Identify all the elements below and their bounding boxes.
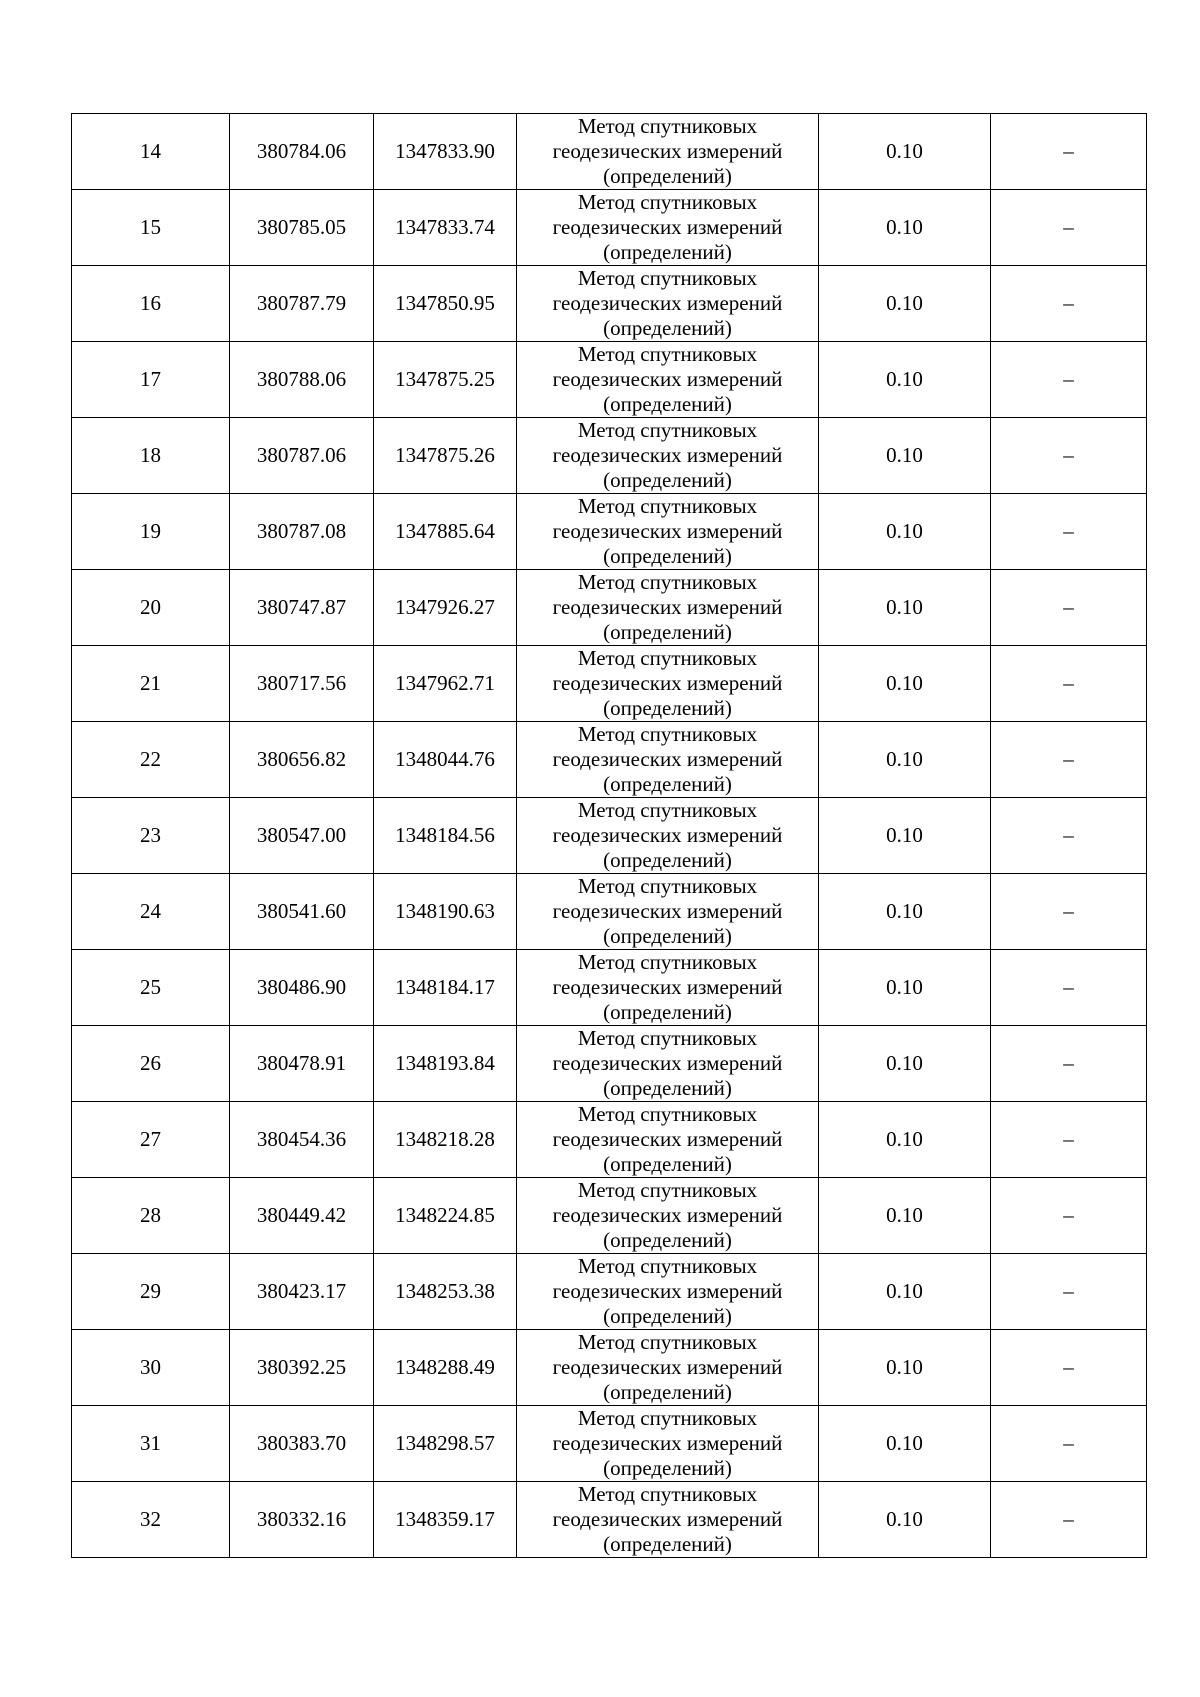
- accuracy-cell: 0.10: [819, 418, 991, 494]
- x-coordinate-cell: 380449.42: [230, 1178, 374, 1254]
- x-coordinate-cell: 380787.79: [230, 266, 374, 342]
- point-number-cell: 14: [72, 114, 230, 190]
- method-cell: [517, 1102, 819, 1178]
- y-coordinate-cell: 1348253.38: [374, 1254, 517, 1330]
- point-number-cell: 18: [72, 418, 230, 494]
- method-line-1: Метод спутниковых: [577, 950, 758, 974]
- method-line-2: геодезических измерений: [552, 823, 783, 847]
- method-line-3: (определений): [603, 772, 732, 796]
- x-coordinate-cell: 380423.17: [230, 1254, 374, 1330]
- method-line-1: Метод спутниковых: [577, 1178, 758, 1202]
- method-line-1: Метод спутниковых: [577, 190, 758, 214]
- method-line-2: геодезических измерений: [552, 519, 783, 543]
- method-line-2: геодезических измерений: [552, 747, 783, 771]
- point-number-cell: 21: [72, 646, 230, 722]
- x-coordinate-cell: 380788.06: [230, 342, 374, 418]
- accuracy-cell: 0.10: [819, 266, 991, 342]
- y-coordinate-cell: 1348298.57: [374, 1406, 517, 1482]
- note-cell: –: [991, 190, 1147, 266]
- accuracy-cell: 0.10: [819, 570, 991, 646]
- accuracy-cell: 0.10: [819, 1330, 991, 1406]
- y-coordinate-cell: 1348044.76: [374, 722, 517, 798]
- table-row: [72, 950, 1147, 1026]
- note-cell: –: [991, 950, 1147, 1026]
- method-line-3: (определений): [603, 696, 732, 720]
- note-cell: –: [991, 494, 1147, 570]
- x-coordinate-cell: 380747.87: [230, 570, 374, 646]
- y-coordinate-cell: 1347885.64: [374, 494, 517, 570]
- method-line-3: (определений): [603, 544, 732, 568]
- method-cell: [517, 570, 819, 646]
- method-line-1: Метод спутниковых: [577, 418, 758, 442]
- y-coordinate-cell: 1348224.85: [374, 1178, 517, 1254]
- y-coordinate-cell: 1348184.17: [374, 950, 517, 1026]
- note-cell: –: [991, 1254, 1147, 1330]
- note-cell: –: [991, 1178, 1147, 1254]
- method-line-1: Метод спутниковых: [577, 1254, 758, 1278]
- point-number-cell: 31: [72, 1406, 230, 1482]
- method-line-1: Метод спутниковых: [577, 1102, 758, 1126]
- method-cell: [517, 1330, 819, 1406]
- table-row: [72, 646, 1147, 722]
- point-number-cell: 25: [72, 950, 230, 1026]
- accuracy-cell: 0.10: [819, 494, 991, 570]
- method-line-3: (определений): [603, 924, 732, 948]
- note-cell: –: [991, 418, 1147, 494]
- accuracy-cell: 0.10: [819, 798, 991, 874]
- method-line-1: Метод спутниковых: [577, 570, 758, 594]
- table-row: [72, 266, 1147, 342]
- method-cell: [517, 950, 819, 1026]
- method-line-1: Метод спутниковых: [577, 114, 758, 138]
- y-coordinate-cell: 1348359.17: [374, 1482, 517, 1558]
- x-coordinate-cell: 380332.16: [230, 1482, 374, 1558]
- method-line-2: геодезических измерений: [552, 1355, 783, 1379]
- method-cell: [517, 798, 819, 874]
- note-cell: –: [991, 266, 1147, 342]
- accuracy-cell: 0.10: [819, 722, 991, 798]
- method-line-2: геодезических измерений: [552, 215, 783, 239]
- table-row: [72, 798, 1147, 874]
- method-line-3: (определений): [603, 620, 732, 644]
- method-cell: [517, 1254, 819, 1330]
- note-cell: –: [991, 874, 1147, 950]
- y-coordinate-cell: 1348288.49: [374, 1330, 517, 1406]
- method-line-3: (определений): [603, 1000, 732, 1024]
- x-coordinate-cell: 380784.06: [230, 114, 374, 190]
- table-row: [72, 722, 1147, 798]
- table-row: [72, 342, 1147, 418]
- method-line-1: Метод спутниковых: [577, 494, 758, 518]
- x-coordinate-cell: 380478.91: [230, 1026, 374, 1102]
- y-coordinate-cell: 1348184.56: [374, 798, 517, 874]
- y-coordinate-cell: 1347833.90: [374, 114, 517, 190]
- point-number-cell: 24: [72, 874, 230, 950]
- x-coordinate-cell: 380547.00: [230, 798, 374, 874]
- x-coordinate-cell: 380486.90: [230, 950, 374, 1026]
- method-cell: [517, 1178, 819, 1254]
- table-row: [72, 494, 1147, 570]
- method-line-3: (определений): [603, 240, 732, 264]
- accuracy-cell: 0.10: [819, 1406, 991, 1482]
- x-coordinate-cell: 380785.05: [230, 190, 374, 266]
- point-number-cell: 15: [72, 190, 230, 266]
- method-line-2: геодезических измерений: [552, 443, 783, 467]
- method-line-1: Метод спутниковых: [577, 266, 758, 290]
- note-cell: –: [991, 1482, 1147, 1558]
- method-cell: [517, 646, 819, 722]
- method-line-1: Метод спутниковых: [577, 1026, 758, 1050]
- method-line-2: геодезических измерений: [552, 1203, 783, 1227]
- table-row: [72, 1026, 1147, 1102]
- accuracy-cell: 0.10: [819, 1482, 991, 1558]
- method-line-2: геодезических измерений: [552, 975, 783, 999]
- method-line-2: геодезических измерений: [552, 291, 783, 315]
- method-cell: [517, 1406, 819, 1482]
- method-line-2: геодезических измерений: [552, 1279, 783, 1303]
- y-coordinate-cell: 1347833.74: [374, 190, 517, 266]
- method-line-1: Метод спутниковых: [577, 1406, 758, 1430]
- method-line-2: геодезических измерений: [552, 595, 783, 619]
- note-cell: –: [991, 1330, 1147, 1406]
- method-line-1: Метод спутниковых: [577, 722, 758, 746]
- method-line-1: Метод спутниковых: [577, 342, 758, 366]
- x-coordinate-cell: 380392.25: [230, 1330, 374, 1406]
- x-coordinate-cell: 380454.36: [230, 1102, 374, 1178]
- point-number-cell: 16: [72, 266, 230, 342]
- method-line-1: Метод спутниковых: [577, 1482, 758, 1506]
- method-cell: [517, 266, 819, 342]
- method-line-2: геодезических измерений: [552, 1051, 783, 1075]
- method-cell: [517, 874, 819, 950]
- method-cell: [517, 190, 819, 266]
- note-cell: –: [991, 1406, 1147, 1482]
- accuracy-cell: 0.10: [819, 1254, 991, 1330]
- method-line-3: (определений): [603, 1076, 732, 1100]
- table-row: [72, 1482, 1147, 1558]
- method-line-2: геодезических измерений: [552, 899, 783, 923]
- method-line-2: геодезических измерений: [552, 367, 783, 391]
- table-row: [72, 570, 1147, 646]
- y-coordinate-cell: 1347926.27: [374, 570, 517, 646]
- note-cell: –: [991, 114, 1147, 190]
- method-line-1: Метод спутниковых: [577, 798, 758, 822]
- point-number-cell: 20: [72, 570, 230, 646]
- point-number-cell: 27: [72, 1102, 230, 1178]
- method-line-3: (определений): [603, 1532, 732, 1556]
- method-line-3: (определений): [603, 1304, 732, 1328]
- note-cell: –: [991, 1026, 1147, 1102]
- method-line-3: (определений): [603, 468, 732, 492]
- y-coordinate-cell: 1348190.63: [374, 874, 517, 950]
- x-coordinate-cell: 380383.70: [230, 1406, 374, 1482]
- method-line-1: Метод спутниковых: [577, 1330, 758, 1354]
- accuracy-cell: 0.10: [819, 874, 991, 950]
- method-line-3: (определений): [603, 1456, 732, 1480]
- accuracy-cell: 0.10: [819, 190, 991, 266]
- x-coordinate-cell: 380717.56: [230, 646, 374, 722]
- y-coordinate-cell: 1347875.26: [374, 418, 517, 494]
- y-coordinate-cell: 1347850.95: [374, 266, 517, 342]
- note-cell: –: [991, 1102, 1147, 1178]
- method-line-3: (определений): [603, 392, 732, 416]
- method-cell: [517, 342, 819, 418]
- accuracy-cell: 0.10: [819, 1178, 991, 1254]
- method-cell: [517, 1482, 819, 1558]
- y-coordinate-cell: 1347875.25: [374, 342, 517, 418]
- point-number-cell: 28: [72, 1178, 230, 1254]
- table-row: [72, 114, 1147, 190]
- y-coordinate-cell: 1348218.28: [374, 1102, 517, 1178]
- accuracy-cell: 0.10: [819, 1102, 991, 1178]
- accuracy-cell: 0.10: [819, 1026, 991, 1102]
- point-number-cell: 19: [72, 494, 230, 570]
- table-row: [72, 1406, 1147, 1482]
- note-cell: –: [991, 722, 1147, 798]
- table-row: [72, 1330, 1147, 1406]
- method-line-2: геодезических измерений: [552, 671, 783, 695]
- method-line-3: (определений): [603, 316, 732, 340]
- method-cell: [517, 1026, 819, 1102]
- point-number-cell: 26: [72, 1026, 230, 1102]
- method-line-1: Метод спутниковых: [577, 874, 758, 898]
- method-line-2: геодезических измерений: [552, 1127, 783, 1151]
- accuracy-cell: 0.10: [819, 114, 991, 190]
- method-cell: [517, 494, 819, 570]
- method-line-3: (определений): [603, 164, 732, 188]
- table-row: [72, 1178, 1147, 1254]
- method-line-3: (определений): [603, 1380, 732, 1404]
- point-number-cell: 29: [72, 1254, 230, 1330]
- note-cell: –: [991, 798, 1147, 874]
- accuracy-cell: 0.10: [819, 646, 991, 722]
- table-row: [72, 1102, 1147, 1178]
- method-line-2: геодезических измерений: [552, 1431, 783, 1455]
- y-coordinate-cell: 1348193.84: [374, 1026, 517, 1102]
- table-row: [72, 190, 1147, 266]
- method-line-3: (определений): [603, 1228, 732, 1252]
- table-row: [72, 874, 1147, 950]
- table-row: [72, 418, 1147, 494]
- y-coordinate-cell: 1347962.71: [374, 646, 517, 722]
- note-cell: –: [991, 570, 1147, 646]
- point-number-cell: 17: [72, 342, 230, 418]
- note-cell: –: [991, 646, 1147, 722]
- coordinates-table-body: [72, 114, 1147, 1558]
- note-cell: –: [991, 342, 1147, 418]
- accuracy-cell: 0.10: [819, 950, 991, 1026]
- point-number-cell: 30: [72, 1330, 230, 1406]
- method-line-1: Метод спутниковых: [577, 646, 758, 670]
- point-number-cell: 22: [72, 722, 230, 798]
- table-row: [72, 1254, 1147, 1330]
- point-number-cell: 32: [72, 1482, 230, 1558]
- x-coordinate-cell: 380656.82: [230, 722, 374, 798]
- method-cell: [517, 722, 819, 798]
- point-number-cell: 23: [72, 798, 230, 874]
- method-line-2: геодезических измерений: [552, 139, 783, 163]
- accuracy-cell: 0.10: [819, 342, 991, 418]
- method-cell: [517, 418, 819, 494]
- method-cell: [517, 114, 819, 190]
- x-coordinate-cell: 380787.06: [230, 418, 374, 494]
- method-line-3: (определений): [603, 1152, 732, 1176]
- coordinates-table: [71, 113, 1147, 1558]
- x-coordinate-cell: 380787.08: [230, 494, 374, 570]
- method-line-2: геодезических измерений: [552, 1507, 783, 1531]
- method-line-3: (определений): [603, 848, 732, 872]
- x-coordinate-cell: 380541.60: [230, 874, 374, 950]
